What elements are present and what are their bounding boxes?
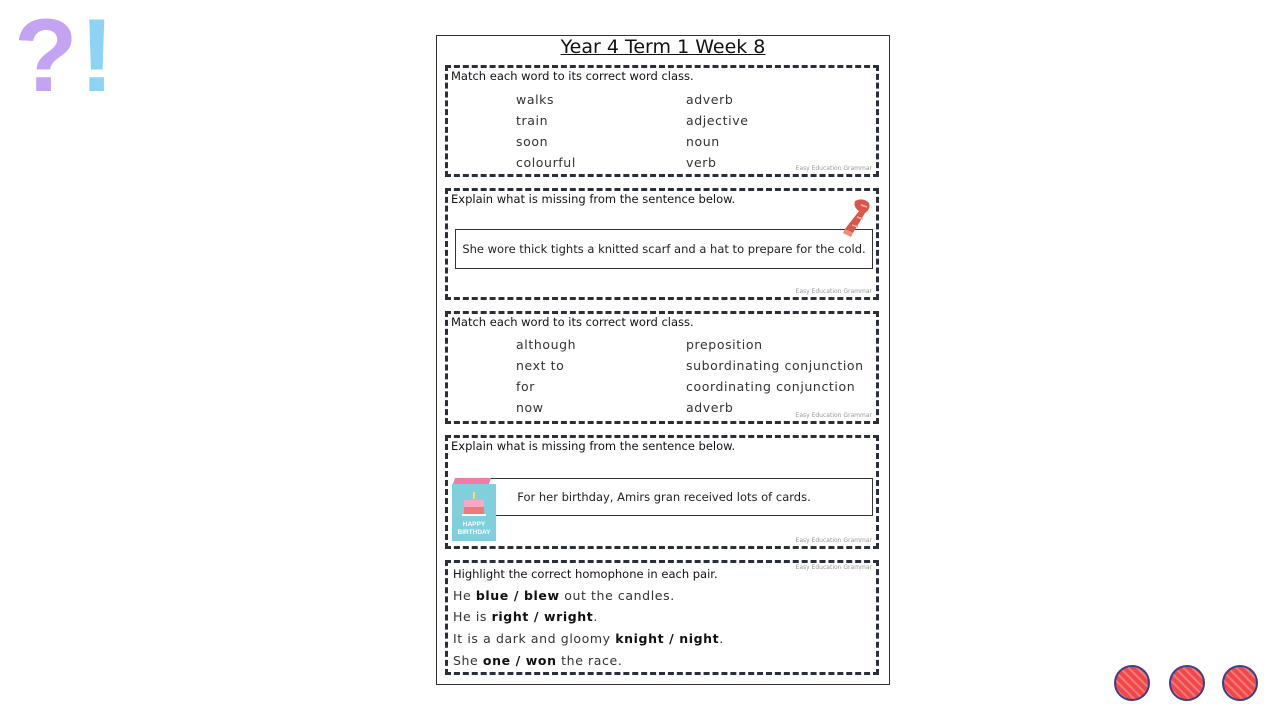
question-3-box [445, 311, 879, 424]
exclamation-mark-glyph: ! [79, 0, 115, 114]
q1-word-4: colourful [516, 155, 576, 170]
question-2-sentence-box [455, 229, 873, 269]
question-exclamation-decoration [14, 0, 115, 114]
line-text: the race. [556, 653, 623, 668]
question-4-instruction: Explain what is missing from the sentence below. [451, 439, 736, 453]
question-2-instruction: Explain what is missing from the sentence below. [451, 192, 736, 206]
q1-class-3: noun [686, 134, 720, 149]
credit-label: Easy Education Grammar [795, 564, 872, 571]
line-text: . [593, 609, 598, 624]
homophone-line-2 [453, 609, 598, 624]
nav-dot-2[interactable] [1169, 665, 1205, 701]
q1-class-4: verb [686, 155, 717, 170]
homophone-line-3 [453, 631, 724, 646]
q1-class-2: adjective [686, 113, 749, 128]
line-text: He [453, 588, 476, 603]
card-text: HAPPY BIRTHDAY [457, 521, 491, 536]
homophone-line-4 [453, 653, 622, 668]
homophone-line-1 [453, 588, 675, 603]
q1-word-1: walks [516, 92, 555, 107]
question-3-instruction: Match each word to its correct word class. [451, 315, 694, 329]
birthday-card-icon [452, 484, 496, 541]
line-text: She [453, 653, 483, 668]
q3-word-4: now [516, 400, 544, 415]
scarf-icon [841, 197, 875, 241]
q3-class-4: adverb [686, 400, 734, 415]
q3-word-2: next to [516, 358, 565, 373]
q3-class-2: subordinating conjunction [686, 358, 864, 373]
question-1-box [445, 65, 879, 177]
question-2-sentence: She wore thick tights a knitted scarf and a hat to prepare for the cold. [462, 242, 866, 256]
nav-dot-1[interactable] [1114, 665, 1150, 701]
homophone-pair: knight / night [615, 631, 720, 646]
cake-icon [460, 490, 488, 518]
line-text: . [719, 631, 724, 646]
q3-class-3: coordinating conjunction [686, 379, 856, 394]
credit-label: Easy Education Grammar [795, 288, 872, 295]
worksheet [436, 35, 890, 685]
question-4-box [445, 435, 879, 549]
question-5-instruction: Highlight the correct homophone in each pair. [453, 567, 718, 581]
credit-label: Easy Education Grammar [795, 165, 872, 172]
question-4-sentence: For her birthday, Amirs gran received lots of cards. [517, 490, 811, 504]
homophone-pair: right / wright [491, 609, 594, 624]
q1-class-1: adverb [686, 92, 734, 107]
question-mark-glyph: ? [14, 0, 78, 114]
q3-word-3: for [516, 379, 535, 394]
q1-word-3: soon [516, 134, 549, 149]
nav-dot-3[interactable] [1222, 665, 1258, 701]
question-5-box [445, 560, 879, 675]
q3-class-1: preposition [686, 337, 763, 352]
question-2-box [445, 188, 879, 300]
line-text: It is a dark and gloomy [453, 631, 616, 646]
homophone-pair: one / won [482, 653, 557, 668]
line-text: out the candles. [559, 588, 675, 603]
homophone-pair: blue / blew [475, 588, 560, 603]
q3-word-1: although [516, 337, 577, 352]
credit-label: Easy Education Grammar [795, 537, 872, 544]
question-4-sentence-box [455, 478, 873, 516]
worksheet-title: Year 4 Term 1 Week 8 [560, 36, 766, 58]
card-flap [453, 478, 491, 484]
question-1-instruction: Match each word to its correct word class. [451, 69, 694, 83]
q1-word-2: train [516, 113, 549, 128]
line-text: He is [453, 609, 492, 624]
credit-label: Easy Education Grammar [795, 412, 872, 419]
